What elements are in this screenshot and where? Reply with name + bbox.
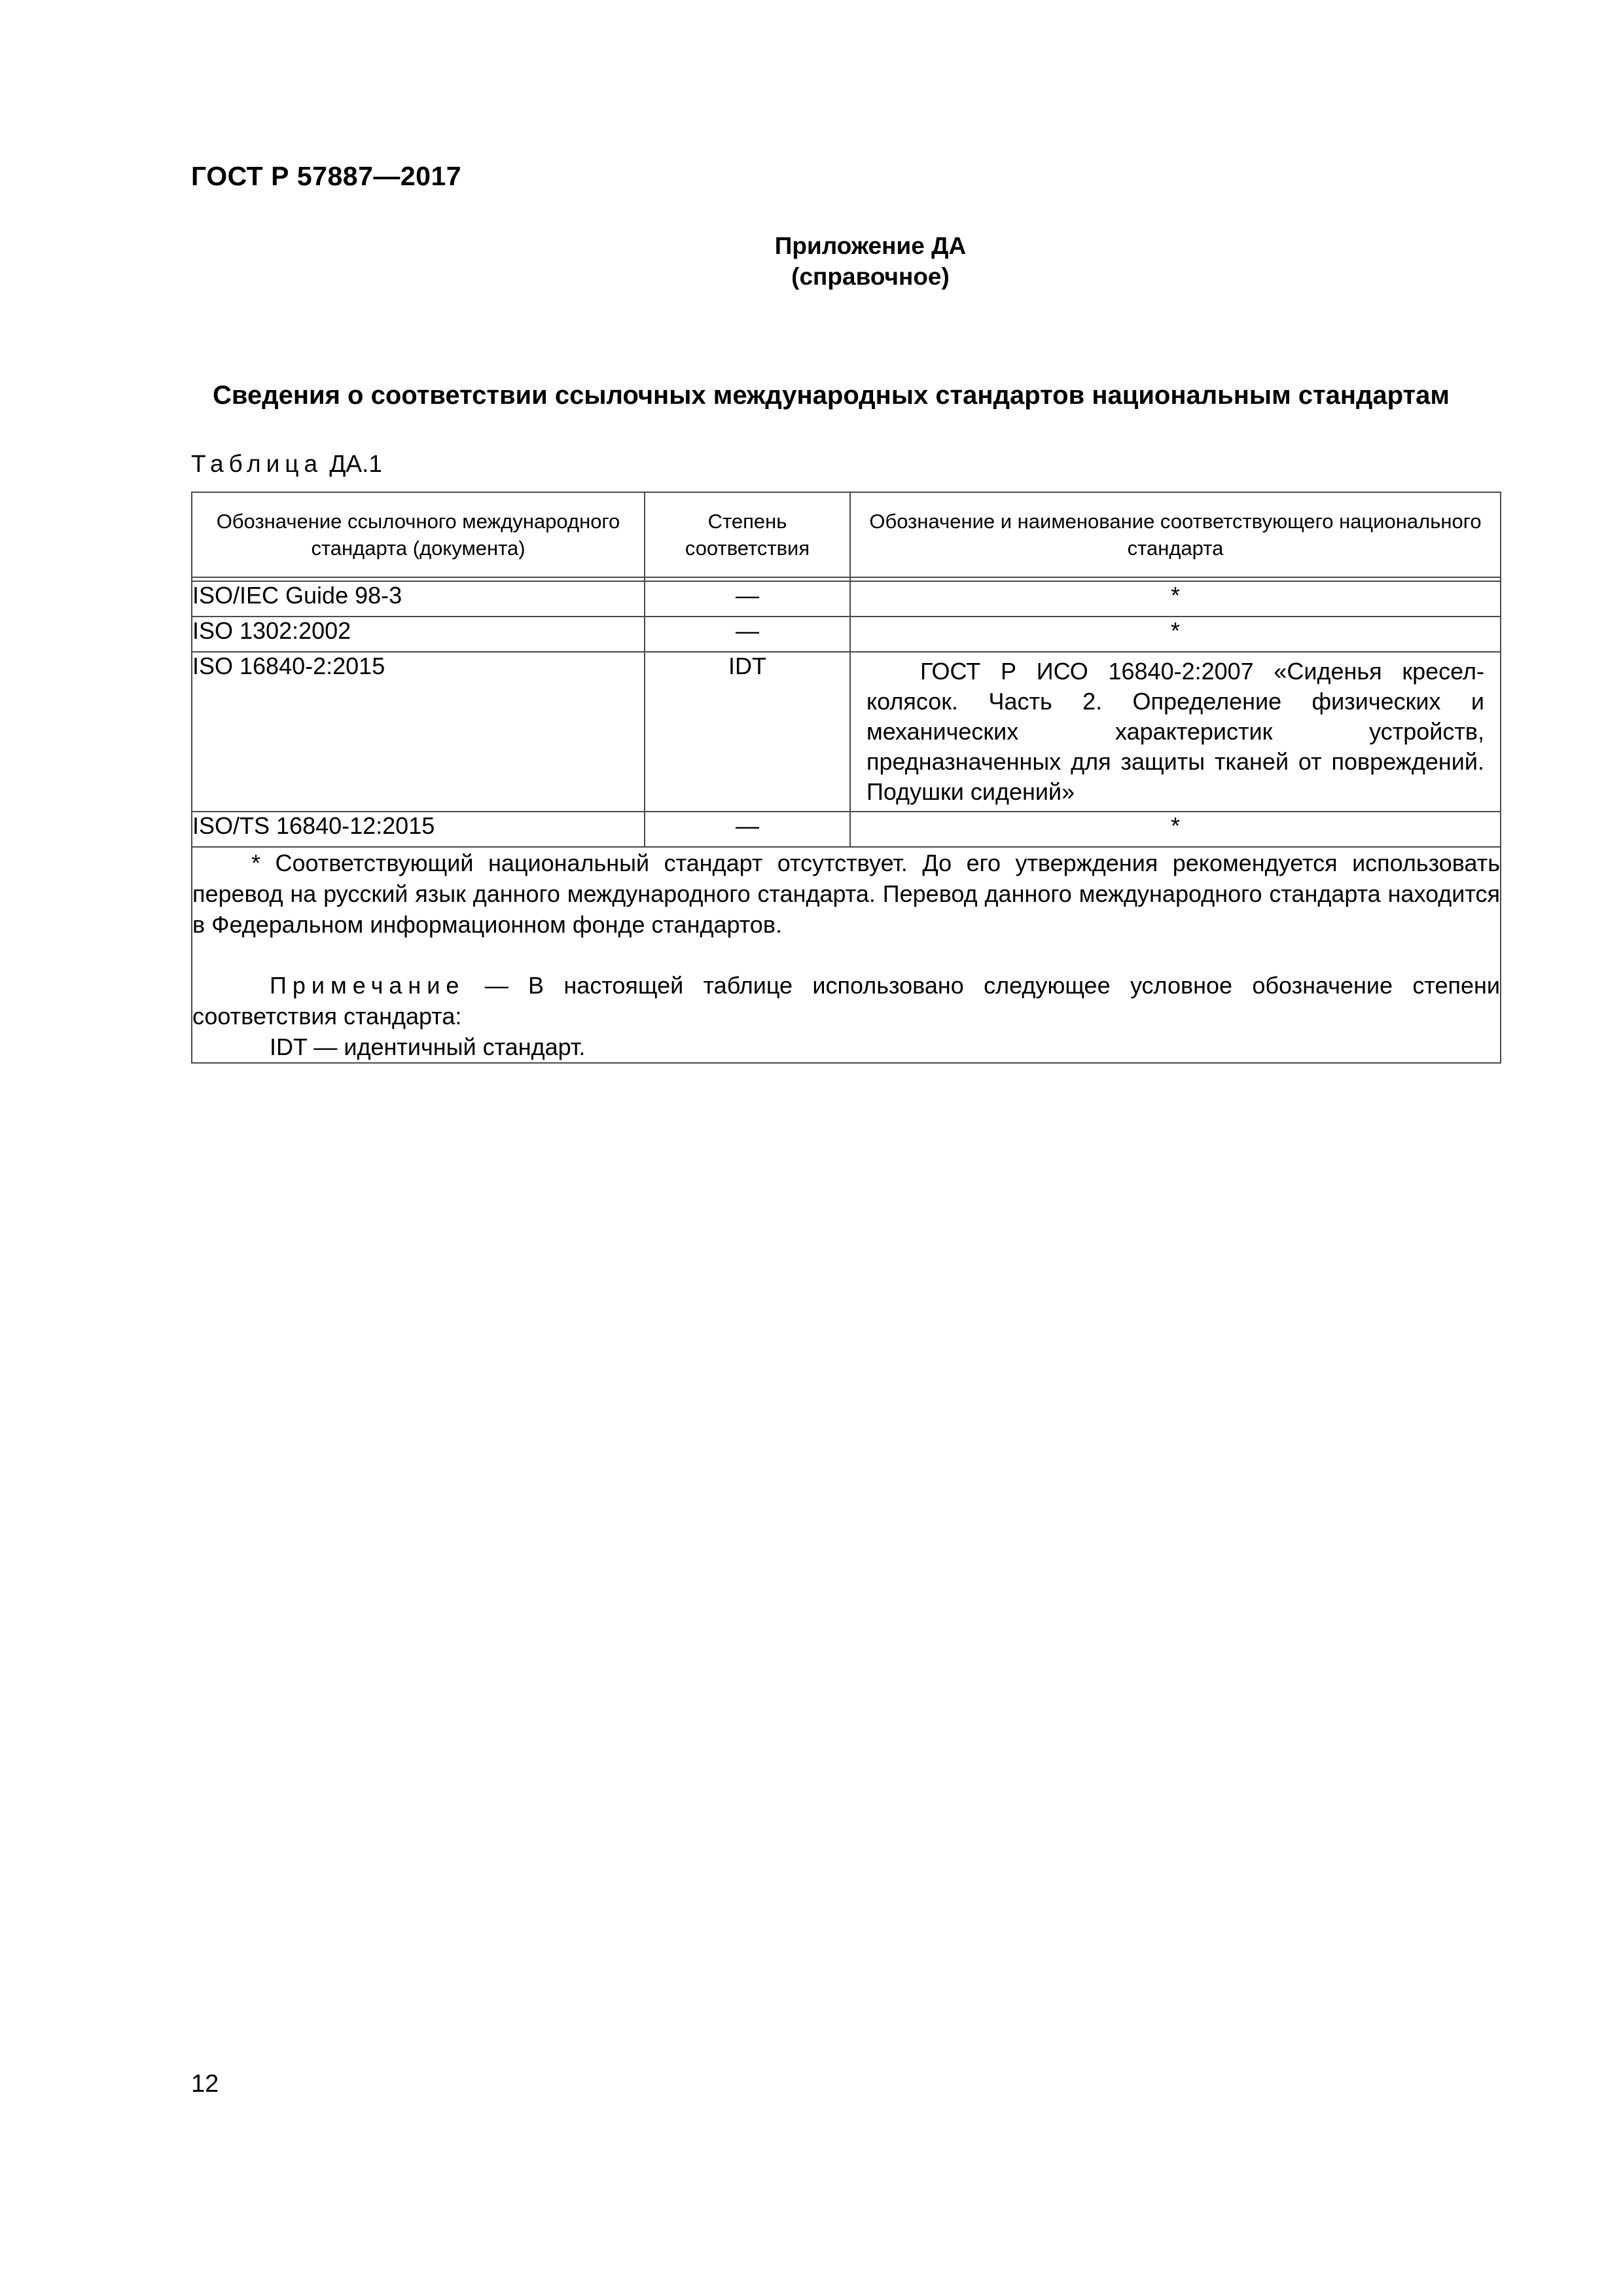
annex-title: Приложение ДА — [774, 232, 967, 259]
national-standard-text: ГОСТ Р ИСО 16840-2:2007 «Сиденья кресел-колясок. Часть 2. Определение физических и механических характеристик устройств, предназначенных для защиты тканей от повреждений. Подушки сидений» — [866, 658, 1484, 805]
cell-degree: — — [645, 617, 850, 652]
note — [192, 970, 1500, 1031]
cell-national: * — [850, 581, 1501, 617]
cell-degree: — — [645, 581, 850, 617]
cell-national: * — [850, 812, 1501, 847]
footnote: * Соответствующий национальный стандарт отсутствует. До его утверждения рекомендуется использовать перевод на русский язык данного международного стандарта. Перевод данного международного стандарта находится в Федеральном информационном фонде стандартов. — [192, 850, 1500, 938]
table-header-row — [192, 492, 1501, 577]
cell-national: * — [850, 617, 1501, 652]
correspondence-table — [191, 492, 1501, 1064]
table-row — [192, 652, 1501, 812]
note-label: Примечание — [270, 972, 465, 999]
table-row — [192, 581, 1501, 617]
document-code: ГОСТ Р 57887—2017 — [191, 161, 462, 191]
table-footer-row — [192, 847, 1501, 1063]
cell-reference: ISO 1302:2002 — [192, 617, 645, 652]
table-caption-word: Таблица — [191, 450, 323, 477]
note-legend: IDT — идентичный стандарт. — [270, 1033, 586, 1060]
section-heading: Сведения о соответствии ссылочных международных стандартов национальным стандартам — [213, 381, 1450, 410]
cell-degree: — — [645, 812, 850, 847]
table-footer — [192, 847, 1501, 1063]
header-national-standard: Обозначение и наименование соответствующего национального стандарта — [850, 492, 1501, 577]
table-row — [192, 617, 1501, 652]
annex-heading — [694, 230, 1047, 292]
annex-kind: (справочное) — [791, 263, 950, 290]
cell-degree: IDT — [645, 652, 850, 812]
cell-reference: ISO/IEC Guide 98-3 — [192, 581, 645, 617]
cell-reference: ISO/TS 16840-12:2015 — [192, 812, 645, 847]
cell-national — [850, 652, 1501, 812]
cell-reference: ISO 16840-2:2015 — [192, 652, 645, 812]
note-text: — В настоящей таблице использовано следующее условное обозначение степени соответствия стандарта: — [192, 972, 1500, 1030]
page-number: 12 — [191, 2070, 219, 2098]
table-caption-number: ДА.1 — [329, 450, 382, 477]
header-degree: Степень соответствия — [645, 492, 850, 577]
table-caption — [191, 450, 382, 478]
table-row — [192, 812, 1501, 847]
header-reference-standard: Обозначение ссылочного международного стандарта (документа) — [192, 492, 645, 577]
